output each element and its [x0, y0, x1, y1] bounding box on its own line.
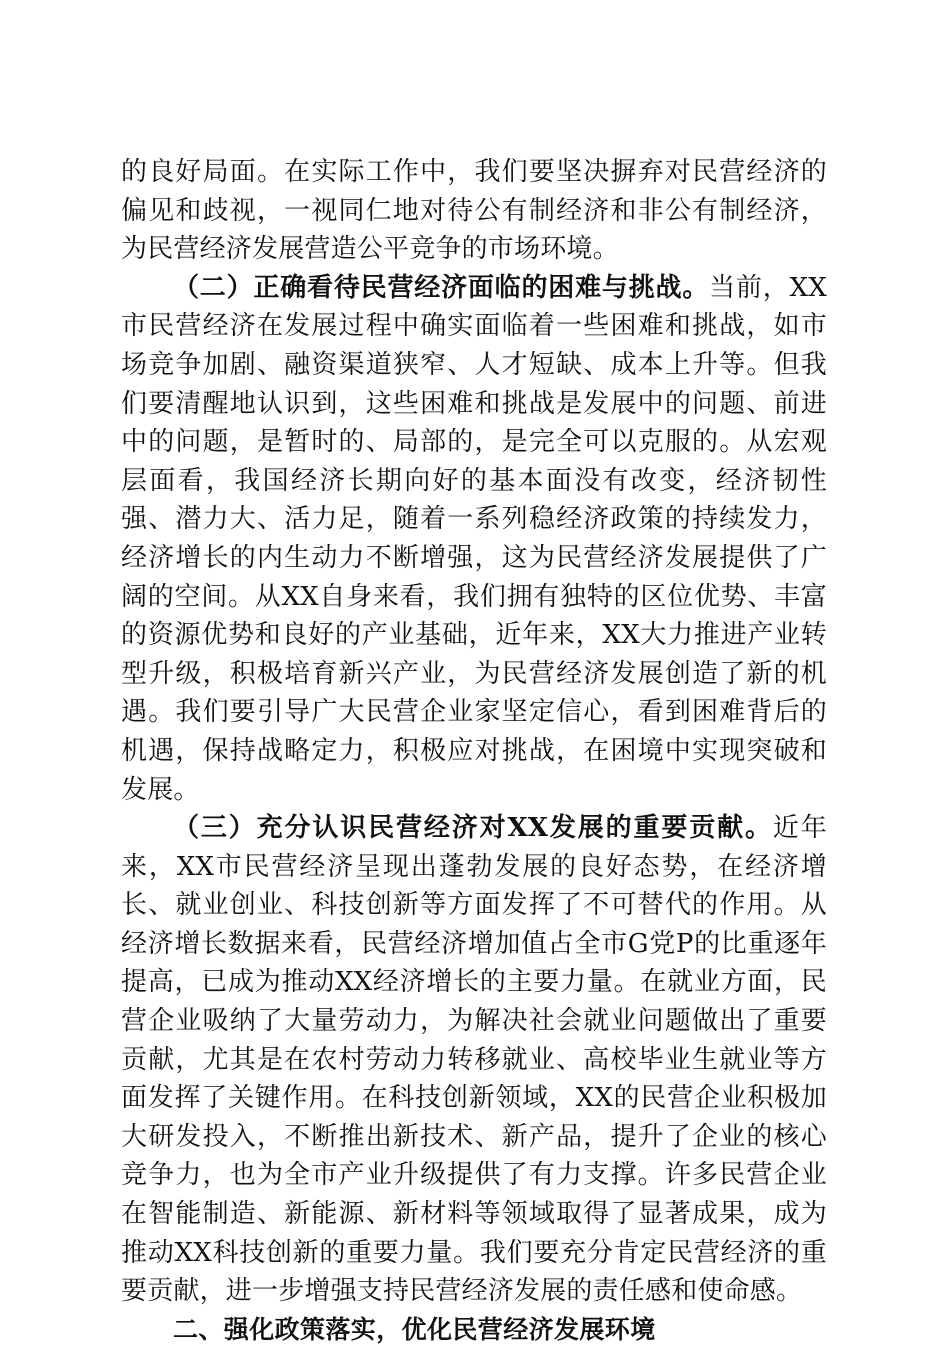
subsection-3-body: 近年来，XX市民营经济呈现出蓬勃发展的良好态势，在经济增长、就业创业、科技创新等方面发挥了不可替代的作用。从经济增长数据来看，民营经济增加值占全市G党P的比重逐年提高，已成为推动XX经济增长的主要力量。在就业方面，民营企业吸纳了大量劳动力，为解决社会就业问题做出了重要贡献，尤其是在农村劳动力转移就业、高校毕业生就业等方面发挥了关键作用。在科技创新领域，XX的民营企业积极加大研发投入，不断推出新技术、新产品，提升了企业的核心竞争力，也为全市产业升级提供了有力支撑。许多民营企业在智能制造、新能源、新材料等领域取得了显著成果，成为推动XX科技创新的重要力量。我们要充分肯定民营经济的重要贡献，进一步增强支持民营经济发展的责任感和使命感。	[121, 813, 827, 1307]
subsection-2-body: 当前，XX市民营经济在发展过程中确实面临着一些困难和挑战，如市场竞争加剧、融资渠道狭窄、人才短缺、成本上升等。但我们要清醒地认识到，这些困难和挑战是发展中的问题、前进中的问题，是暂时的、局部的，是完全可以克服的。从宏观层面看，我国经济长期向好的基本面没有改变，经济韧性强、潜力大、活力足，随着一系列稳经济政策的持续发力，经济增长的内生动力不断增强，这为民营经济发展提供了广阔的空间。从XX自身来看，我们拥有独特的区位优势、丰富的资源优势和良好的产业基础，近年来，XX大力推进产业转型升级，积极培育新兴产业，为民营经济发展创造了新的机遇。我们要引导广大民营企业家坚定信心，看到困难背后的机遇，保持战略定力，积极应对挑战，在困境中实现突破和发展。	[121, 272, 827, 805]
subsection-3-lead: （三）充分认识民营经济对XX发展的重要贡献。	[173, 813, 773, 844]
subsection-2-lead: （二）正确看待民营经济面临的困难与挑战。	[173, 272, 710, 303]
continuation-paragraph: 的良好局面。在实际工作中，我们要坚决摒弃对民营经济的偏见和歧视，一视同仁地对待公有制经济和非公有制经济，为民营经济发展营造公平竞争的市场环境。	[121, 157, 827, 265]
subsection-2-paragraph	[121, 269, 827, 809]
subsection-3-paragraph	[121, 809, 827, 1311]
section-heading: 二、强化政策落实，优化民营经济发展环境	[173, 1314, 656, 1344]
document-body	[121, 153, 827, 1349]
